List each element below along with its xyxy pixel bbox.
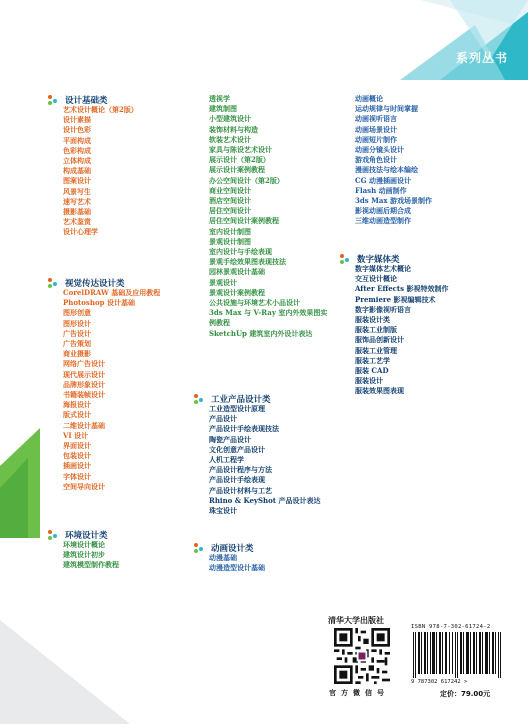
series-title: 系列丛书 — [455, 51, 508, 65]
list-item: 动画分镜头设计 — [355, 145, 404, 155]
list-item: 服装设计类 — [355, 315, 390, 325]
industrial-product-list — [209, 404, 320, 516]
list-item: 建筑模型制作教程 — [63, 560, 119, 570]
list-item: 景观设计案例教程 — [209, 287, 265, 297]
category-title-digital-media: 数字媒体类 — [340, 253, 400, 265]
publisher-name: 清华大学出版社 — [328, 616, 384, 625]
category-title-environment: 环境设计类 — [48, 529, 108, 541]
barcode-digits: 9 787302 617242 > — [411, 679, 468, 685]
list-item: 园林景观设计基础 — [209, 267, 265, 277]
list-item: 服饰品创新设计 — [355, 335, 404, 345]
barcode — [411, 632, 503, 678]
list-item: 建筑设计初步 — [63, 550, 105, 560]
corner-decoration-top — [360, 0, 528, 80]
list-item: 3ds Max 游戏场景制作 — [355, 196, 433, 206]
list-item: 景观设计制图 — [209, 236, 251, 246]
list-item: 公共设施与环境艺术小品设计 — [209, 298, 300, 308]
list-item: 人机工程学 — [209, 455, 244, 465]
category-dots-icon — [48, 95, 62, 105]
list-item: 透视学 — [209, 94, 230, 103]
list-item: 文化创意产品设计 — [209, 444, 265, 454]
list-item: 例教程 — [209, 318, 230, 328]
list-item: 色彩构成 — [63, 145, 91, 155]
list-item: 商业摄影 — [63, 349, 91, 359]
list-item: 三维动画造型制作 — [355, 216, 411, 226]
list-item: 展示设计案例教程 — [209, 165, 265, 175]
list-item: Photoshop 设计基础 — [63, 298, 135, 308]
list-item: 产品设计手绘表现技法 — [209, 424, 279, 434]
list-item: 数字影像视听语言 — [355, 304, 411, 314]
list-item: 工业造型设计原理 — [209, 404, 265, 413]
list-item: 办公空间设计（第2版） — [209, 175, 284, 185]
list-item: 服装设计 — [355, 376, 383, 386]
list-item: 建筑制图 — [209, 104, 237, 114]
list-item: 设计心理学 — [63, 227, 98, 237]
list-item: 字体设计 — [63, 471, 91, 481]
list-item: 家具与陈设艺术设计 — [209, 145, 272, 155]
list-item: 二维设计基础 — [63, 420, 105, 430]
list-item: 图形设计 — [63, 318, 91, 328]
list-item: 设计素描 — [63, 115, 91, 125]
list-item: 珠宝设计 — [209, 506, 237, 516]
list-item: Flash 动画制作 — [355, 185, 407, 195]
list-item: 风景写生 — [63, 186, 91, 196]
list-item: 包装设计 — [63, 451, 91, 461]
list-item: 广告设计 — [63, 328, 91, 338]
list-item: VI 设计 — [63, 430, 89, 440]
list-item: 酒店空间设计 — [209, 196, 251, 206]
list-item: 3ds Max 与 V-Ray 室内外效果图实 — [209, 308, 328, 318]
list-item: 动漫造型设计基础 — [209, 563, 265, 573]
list-item: 数字媒体艺术概论 — [355, 264, 411, 273]
list-item: 居住空间设计案例教程 — [209, 216, 279, 226]
list-item: 网络广告设计 — [63, 359, 105, 369]
list-item: 商业空间设计 — [209, 185, 251, 195]
list-item: 陶瓷产品设计 — [209, 434, 251, 444]
visual-communication-list — [63, 288, 160, 492]
animation-continued-list — [355, 94, 432, 227]
category-dots-icon — [48, 530, 62, 540]
list-item: 艺术设计概论（第2版） — [63, 105, 138, 114]
list-item: 漫画技法与绘本编绘 — [355, 165, 418, 175]
list-item: 艺术鉴赏 — [63, 217, 91, 227]
list-item: 动画视听语言 — [355, 114, 397, 124]
environment-list — [63, 540, 119, 571]
list-item: 设计色彩 — [63, 125, 91, 135]
list-item: 服装 CAD — [355, 366, 389, 376]
list-item: 版式设计 — [63, 410, 91, 420]
list-item: 影视动画后期合成 — [355, 206, 411, 216]
list-item: 游戏角色设计 — [355, 155, 397, 165]
environment-continued-list — [209, 94, 327, 339]
list-item: 产品设计材料与工艺 — [209, 485, 272, 495]
category-title-design-basics: 设计基础类 — [48, 94, 108, 106]
list-item: 海报设计 — [63, 400, 91, 410]
list-item: 图案设计 — [63, 176, 91, 186]
list-item: 品牌形象设计 — [63, 379, 105, 389]
list-item: 动画概论 — [355, 94, 383, 103]
category-dots-icon — [340, 254, 354, 264]
list-item: 现代展示设计 — [63, 369, 105, 379]
list-item: 书籍装帧设计 — [63, 390, 105, 400]
list-item: 居住空间设计 — [209, 206, 251, 216]
wechat-label: 官方微信号 — [329, 689, 389, 697]
list-item: 广告策划 — [63, 339, 91, 349]
design-basics-list — [63, 105, 138, 238]
list-item: CG 动漫插画设计 — [355, 175, 411, 185]
animation-list — [209, 553, 265, 573]
list-item: 服装工艺学 — [355, 355, 390, 365]
price: 定价：79.00元 — [440, 690, 491, 698]
wechat-qr-code — [334, 628, 390, 684]
category-title-industrial-product: 工业产品设计类 — [194, 393, 271, 405]
list-item: 平面构成 — [63, 135, 91, 145]
list-item: 环境设计概论 — [63, 540, 105, 549]
category-title-visual-communication: 视觉传达设计类 — [48, 277, 125, 289]
category-dots-icon — [194, 543, 208, 553]
list-item: Rhino & KeyShot 产品设计表达 — [209, 495, 321, 505]
list-item: 服装效果图表现 — [355, 386, 404, 396]
list-item: 动画短片制作 — [355, 134, 397, 144]
list-item: 产品设计 — [209, 414, 237, 424]
list-item: 空间导向设计 — [63, 481, 105, 491]
list-item: 室内设计制图 — [209, 226, 251, 236]
list-item: After Effects 影视特效制作 — [355, 284, 449, 294]
category-title-animation: 动画设计类 — [194, 542, 254, 554]
list-item: 交互设计概论 — [355, 274, 397, 284]
list-item: 装饰材料与构造 — [209, 124, 258, 134]
list-item: 立体构成 — [63, 156, 91, 166]
digital-media-list — [355, 264, 449, 397]
list-item: Premiere 影视编辑技术 — [355, 294, 436, 304]
list-item: 速写艺术 — [63, 196, 91, 206]
list-item: 室内设计与手绘表现 — [209, 247, 272, 257]
list-item: SketchUp 建筑室内外设计表达 — [209, 328, 313, 338]
list-item: 小型建筑设计 — [209, 114, 251, 124]
list-item: 景观设计 — [209, 277, 237, 287]
list-item: 景观手绘效果图表现技法 — [209, 257, 286, 267]
list-item: 图形创意 — [63, 308, 91, 318]
category-dots-icon — [48, 278, 62, 288]
list-item: 插画设计 — [63, 461, 91, 471]
list-item: 服装工业管理 — [355, 345, 397, 355]
bottom-grey-triangle — [0, 580, 130, 724]
list-item: 动漫基础 — [209, 553, 237, 562]
list-item: 动画场景设计 — [355, 124, 397, 134]
category-dots-icon — [194, 394, 208, 404]
isbn-number: ISBN 978-7-302-61724-2 — [411, 624, 491, 630]
list-item: 运动规律与时间掌握 — [355, 104, 418, 114]
list-item: CorelDRAW 基础及应用教程 — [63, 288, 161, 297]
list-item: 摄影基础 — [63, 207, 91, 217]
list-item: 服装工业制版 — [355, 325, 397, 335]
list-item: 产品设计程序与方法 — [209, 465, 272, 475]
list-item: 构成基础 — [63, 166, 91, 176]
left-green-triangle — [0, 428, 40, 538]
list-item: 展示设计（第2版） — [209, 155, 270, 165]
list-item: 界面设计 — [63, 441, 91, 451]
list-item: 产品设计手绘表现 — [209, 475, 265, 485]
list-item: 软装艺术设计 — [209, 134, 251, 144]
